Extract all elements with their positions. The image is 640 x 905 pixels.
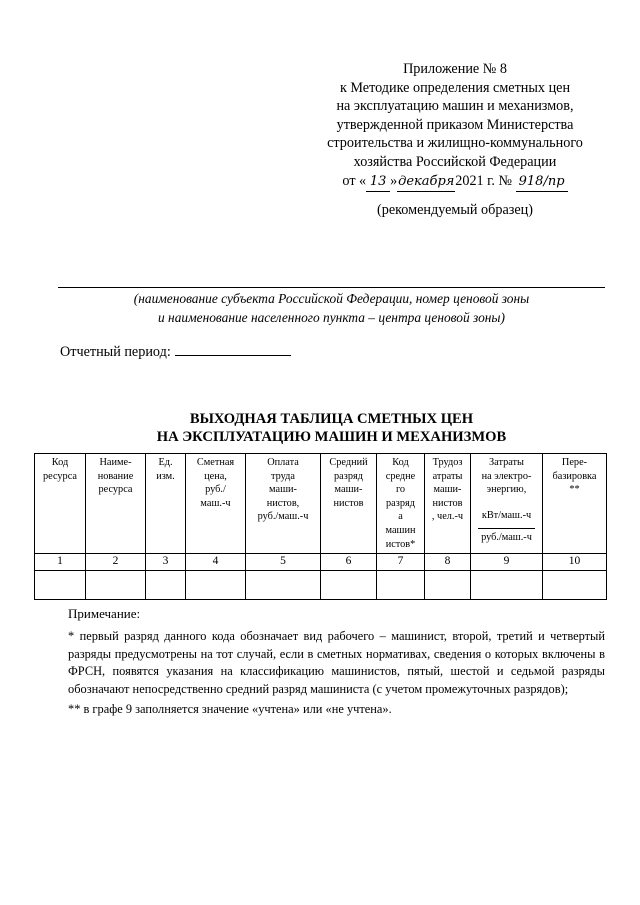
date-year: 2021 — [455, 172, 484, 189]
header-cell: Сметная цена, руб./ маш.-ч — [186, 454, 246, 554]
appendix-line: Приложение № 8 — [403, 61, 507, 77]
column-number: 1 — [35, 554, 86, 571]
empty-cell — [471, 570, 543, 599]
empty-cell — [186, 570, 246, 599]
order-number: 918/пр — [516, 173, 568, 193]
empty-cell — [35, 570, 86, 599]
order-date-line — [300, 172, 610, 193]
column-number: 3 — [146, 554, 186, 571]
header-cell: Оплата труда маши- нистов, руб./маш.-ч — [246, 454, 321, 554]
empty-cell — [377, 570, 425, 599]
date-quote: » — [390, 172, 398, 189]
reporting-period-label: Отчетный период: — [60, 344, 171, 360]
appendix-header — [300, 60, 610, 192]
power-unit-kw: кВт/маш.-ч — [481, 509, 532, 521]
column-number-row — [35, 554, 607, 571]
date-day: 13 — [366, 173, 390, 193]
number-prefix: г. № — [487, 172, 513, 189]
column-number: 9 — [471, 554, 543, 571]
header-cell: Средний разряд маши- нистов — [321, 454, 377, 554]
empty-data-row — [35, 570, 607, 599]
header-cell: Трудоз атраты маши- нистов , чел.-ч — [425, 454, 471, 554]
power-header-text: Затраты на электро- энергию, — [481, 457, 532, 496]
header-row — [35, 454, 607, 554]
header-cell: Наиме- нование ресурса — [86, 454, 146, 554]
table-title-line: ВЫХОДНАЯ ТАБЛИЦА СМЕТНЫХ ЦЕН — [189, 411, 474, 427]
empty-cell — [321, 570, 377, 599]
column-number: 2 — [86, 554, 146, 571]
subject-caption — [58, 290, 605, 327]
appendix-line: утвержденной приказом Министерства — [336, 116, 574, 133]
output-table — [34, 453, 607, 600]
empty-cell — [86, 570, 146, 599]
reporting-period — [60, 343, 291, 361]
header-cell: Ед. изм. — [146, 454, 186, 554]
note-first: * первый разряд данного кода обозначает вид рабочего – машинист, второй, третий и четвертый разряды предусмотрены на тот случай, если в сметных нормативах, сведения о которых включены в ФРСН, появятся указания на классификацию машинистов, пятый, шестой и седьмой разряды обозначают непосредственно средний разряд машиниста (с учетом промежуточных разрядов); — [68, 629, 605, 696]
date-month: декабря — [397, 173, 455, 193]
empty-cell — [146, 570, 186, 599]
empty-cell — [425, 570, 471, 599]
appendix-line: к Методике определения сметных цен — [339, 79, 571, 96]
column-number: 5 — [246, 554, 321, 571]
subject-caption-line: и наименование населенного пункта – центра ценовой зоны) — [158, 309, 505, 325]
column-number: 6 — [321, 554, 377, 571]
column-number: 10 — [543, 554, 607, 571]
subject-fill-line — [58, 287, 605, 288]
power-unit-rub: руб./маш.-ч — [478, 528, 535, 545]
date-prefix: от « — [342, 172, 367, 189]
column-number: 4 — [186, 554, 246, 571]
appendix-line: хозяйства Российской Федерации — [353, 153, 557, 170]
table-title-line: НА ЭКСПЛУАТАЦИЮ МАШИН И МЕХАНИЗМОВ — [156, 429, 507, 445]
empty-cell — [246, 570, 321, 599]
note-second: ** в графе 9 заполняется значение «учтена» или «не учтена». — [68, 702, 392, 716]
appendix-line: на эксплуатацию машин и механизмов, — [336, 98, 574, 115]
table-title — [58, 410, 605, 446]
notes-title: Примечание: — [68, 606, 141, 621]
header-cell: Пере- базировка ** — [543, 454, 607, 554]
empty-cell — [543, 570, 607, 599]
header-cell: Код ресурса — [35, 454, 86, 554]
appendix-line: строительства и жилищно-коммунального — [327, 135, 583, 152]
subject-caption-line: (наименование субъекта Российской Федерации, номер ценовой зоны — [133, 291, 530, 306]
column-number: 8 — [425, 554, 471, 571]
reporting-period-blank — [175, 343, 291, 356]
header-cell: Код средне го разряд а машин истов* — [377, 454, 425, 554]
column-number: 7 — [377, 554, 425, 571]
recommended-sample-label: (рекомендуемый образец) — [377, 202, 533, 218]
header-cell-power — [471, 454, 543, 554]
